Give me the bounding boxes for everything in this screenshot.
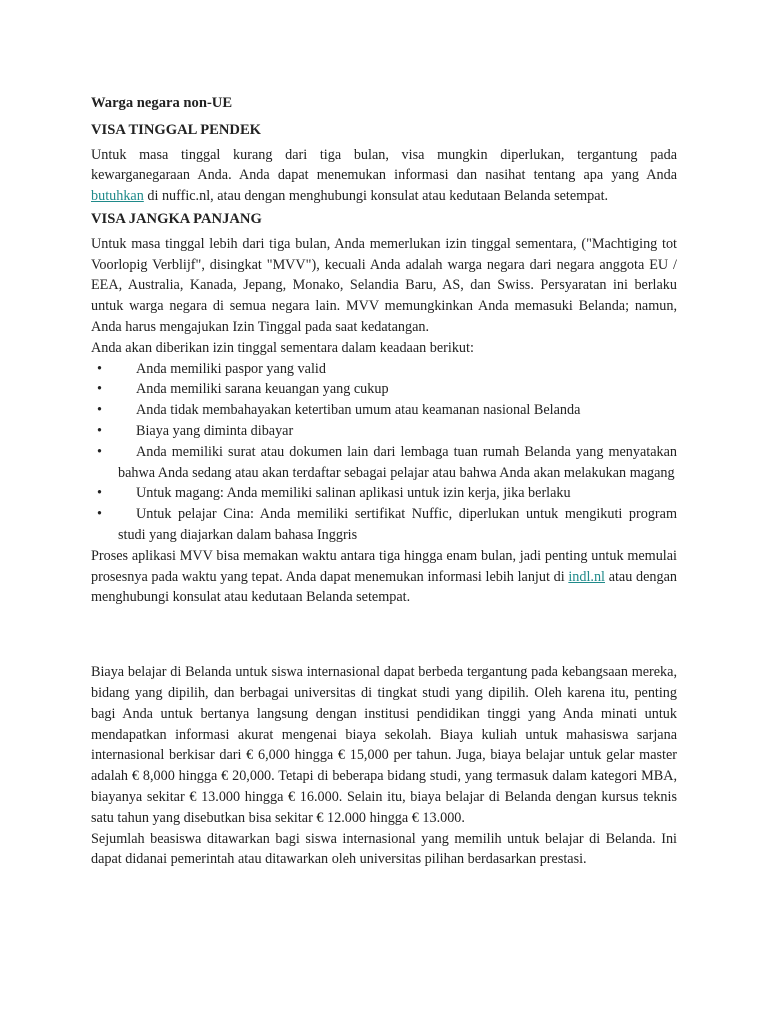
list-item: [91, 359, 677, 380]
list-item: [91, 421, 677, 442]
long-visa-paragraph: Untuk masa tinggal lebih dari tiga bulan, Anda memerlukan izin tinggal sementara, ("Machtiging tot Voorlopig Verblijf", disingkat "MVV"), kecuali Anda adalah warga negara dari negara anggota EU / EEA, Australia, Kanada, Jepang, Monako, Selandia Baru, AS, dan Swiss. Persyaratan ini berlaku untuk warga negara di semua negara lain. MVV memungkinkan Anda memasuki Belanda; namun, Anda harus mengajukan Izin Tinggal pada saat kedatangan.: [91, 235, 677, 335]
short-visa-heading: VISA TINGGAL PENDEK: [91, 121, 262, 138]
indl-link[interactable]: indl.nl: [568, 568, 605, 585]
conditions-list: [91, 359, 677, 546]
list-item-text: Anda memiliki sarana keuangan yang cukup: [136, 381, 389, 398]
list-item: [91, 483, 677, 504]
list-item: [91, 379, 677, 400]
bullet-icon: •: [97, 506, 102, 523]
bullet-icon: •: [97, 443, 102, 460]
list-item-text: Anda memiliki paspor yang valid: [136, 360, 326, 377]
conditions-intro: Anda akan diberikan izin tinggal sementara dalam keadaan berikut:: [91, 339, 474, 356]
short-visa-text-end: di nuffic.nl, atau dengan menghubungi konsulat atau kedutaan Belanda setempat.: [143, 188, 609, 205]
list-item-text: Anda memiliki surat atau dokumen lain dari lembaga tuan rumah Belanda yang menyatakan bahwa Anda sedang atau akan terdaftar sebagai pelajar atau bahwa Anda akan melakukan magang: [118, 443, 677, 481]
list-item-text: Untuk pelajar Cina: Anda memiliki sertifikat Nuffic, diperlukan untuk mengikuti program studi yang diajarkan dalam bahasa Inggris: [118, 506, 677, 543]
list-item: [91, 400, 677, 421]
bullet-icon: •: [97, 360, 102, 377]
page-title: Warga negara non-UE: [91, 95, 233, 111]
section-spacer: [91, 608, 677, 662]
bullet-icon: •: [97, 402, 102, 419]
long-visa-heading: VISA JANGKA PANJANG: [91, 210, 262, 227]
mvv-process-paragraph: [91, 546, 677, 608]
short-visa-paragraph: [91, 145, 677, 207]
list-item-text: Anda tidak membahayakan ketertiban umum atau keamanan nasional Belanda: [136, 402, 581, 419]
study-costs-paragraph: Biaya belajar di Belanda untuk siswa internasional dapat berbeda tergantung pada kebangsaan mereka, bidang yang dipilih, dan berbagai universitas di tingkat studi yang dipilih. Oleh karena itu, penting bagi Anda untuk bertanya langsung dengan institusi pendidikan tinggi yang Anda minati untuk mendapatkan informasi akurat mengenai biaya sekolah. Biaya kuliah untuk mahasiswa sarjana internasional berkisar dari € 6,000 hingga € 15,000 per tahun. Juga, biaya belajar untuk gelar master adalah € 8,000 hingga € 20,000. Tetapi di beberapa bidang studi, yang termasuk dalam kategori MBA, biayanya sekitar € 13.000 hingga € 16.000. Selain itu, biaya belajar di Belanda dengan kursus teknis satu tahun yang disebutkan bisa sekitar € 12.000 hingga € 13.000.: [91, 664, 677, 826]
bullet-icon: •: [97, 422, 102, 439]
list-item-text: Untuk magang: Anda memiliki salinan aplikasi untuk izin kerja, jika berlaku: [136, 485, 571, 502]
mvv-process-text-end: atau dengan menghubungi konsulat atau kedutaan Belanda setempat.: [91, 568, 677, 606]
bullet-icon: •: [97, 381, 102, 398]
list-item: [91, 442, 677, 484]
list-item-text: Biaya yang diminta dibayar: [136, 422, 294, 439]
mvv-process-text: Proses aplikasi MVV bisa memakan waktu antara tiga hingga enam bulan, jadi penting untuk memulai prosesnya pada waktu yang tepat. Anda dapat menemukan informasi lebih lanjut di: [91, 547, 677, 585]
list-item: [91, 504, 677, 546]
butuhkan-link[interactable]: butuhkan: [91, 188, 144, 205]
scholarship-paragraph: Sejumlah beasiswa ditawarkan bagi siswa internasional yang memilih untuk belajar di Belanda. Ini dapat didanai pemerintah atau ditawarkan oleh universitas pilihan berdasarkan prestasi.: [91, 830, 677, 868]
bullet-icon: •: [97, 485, 102, 502]
short-visa-text: Untuk masa tinggal kurang dari tiga bulan, visa mungkin diperlukan, tergantung pada kewarganegaraan Anda. Anda dapat menemukan informasi dan nasihat tentang apa yang Anda: [91, 146, 677, 184]
